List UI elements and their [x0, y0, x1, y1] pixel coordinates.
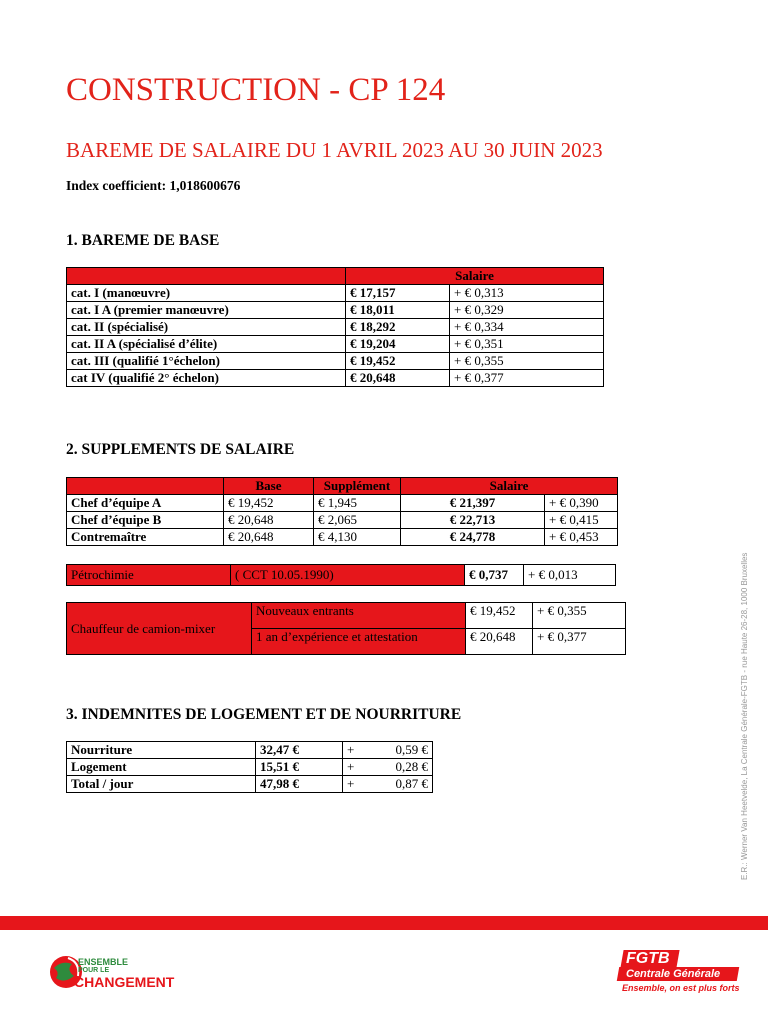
petro-plus: + € 0,013 — [524, 565, 616, 586]
ensemble-changement-logo — [48, 948, 188, 996]
publisher-text: E.R.: Werner Van Heetvelde, La Centrale Générale-FGTB - rue Haute 26-28, 1000 Bruxelles — [740, 552, 749, 880]
base-wage-table — [66, 267, 604, 387]
chauffeur-desc: Nouveaux entrants — [252, 603, 466, 629]
section-1-heading: 1. BAREME DE BASE — [66, 232, 220, 249]
row-label: cat. I (manœuvre) — [67, 285, 346, 302]
row-value: € 20,648 — [346, 370, 450, 387]
row-label: Nourriture — [67, 742, 256, 759]
petro-value: € 0,737 — [465, 565, 524, 586]
page-subtitle: BAREME DE SALAIRE DU 1 AVRIL 2023 AU 30 JUIN 2023 — [66, 138, 603, 162]
row-label: cat. III (qualifié 1°échelon) — [67, 353, 346, 370]
indemnities-table — [66, 741, 433, 793]
row-plus-sign: + — [343, 742, 370, 759]
row-plus: + € 0,355 — [450, 353, 604, 370]
row-supplement: € 1,945 — [314, 495, 401, 512]
row-salaire: € 21,397 — [401, 495, 545, 512]
chauffeur-desc: 1 an d’expérience et attestation — [252, 629, 466, 655]
header-base: Base — [224, 478, 314, 495]
row-value: 15,51 € — [256, 759, 343, 776]
row-label: Chef d’équipe A — [67, 495, 224, 512]
supplements-table — [66, 477, 618, 546]
row-plus: + € 0,415 — [545, 512, 618, 529]
petro-label: Pétrochimie — [67, 565, 231, 586]
row-plus-value: 0,87 € — [369, 776, 433, 793]
row-plus: + € 0,351 — [450, 336, 604, 353]
table-row — [67, 759, 433, 776]
row-label: cat. II (spécialisé) — [67, 319, 346, 336]
petro-cct: ( CCT 10.05.1990) — [231, 565, 465, 586]
row-base: € 19,452 — [224, 495, 314, 512]
row-plus-value: 0,28 € — [369, 759, 433, 776]
row-plus-sign: + — [343, 776, 370, 793]
fgtb-title: FGTB — [626, 950, 670, 967]
row-plus: + € 0,329 — [450, 302, 604, 319]
row-plus: + € 0,453 — [545, 529, 618, 546]
row-supplement: € 2,065 — [314, 512, 401, 529]
row-base: € 20,648 — [224, 529, 314, 546]
row-salaire: € 22,713 — [401, 512, 545, 529]
table-row — [67, 603, 626, 629]
row-value: 47,98 € — [256, 776, 343, 793]
chauffeur-plus: + € 0,355 — [533, 603, 626, 629]
table-row — [67, 529, 618, 546]
table-row — [67, 512, 618, 529]
footer-red-bar — [0, 916, 768, 930]
logo-left-line1: ENSEMBLE — [78, 957, 129, 967]
section-3-heading: 3. INDEMNITES DE LOGEMENT ET DE NOURRITURE — [66, 706, 462, 723]
row-plus-sign: + — [343, 759, 370, 776]
header-salaire: Salaire — [401, 478, 618, 495]
row-label: cat. I A (premier manœuvre) — [67, 302, 346, 319]
table-row — [67, 285, 604, 302]
chauffeur-plus: + € 0,377 — [533, 629, 626, 655]
publisher-side-text — [740, 552, 754, 880]
table-row — [67, 319, 604, 336]
row-value: 32,47 € — [256, 742, 343, 759]
index-coefficient: Index coefficient: 1,018600676 — [66, 178, 241, 193]
chauffeur-value: € 20,648 — [466, 629, 533, 655]
header-empty — [67, 268, 346, 285]
table-row — [67, 776, 433, 793]
header-empty — [67, 478, 224, 495]
section-2-heading: 2. SUPPLEMENTS DE SALAIRE — [66, 441, 295, 458]
row-value: € 18,292 — [346, 319, 450, 336]
row-label: Logement — [67, 759, 256, 776]
row-label: cat IV (qualifié 2° échelon) — [67, 370, 346, 387]
row-value: € 19,204 — [346, 336, 450, 353]
fgtb-subtitle: Centrale Générale — [626, 968, 721, 980]
row-value: € 19,452 — [346, 353, 450, 370]
row-plus-value: 0,59 € — [369, 742, 433, 759]
fgtb-slogan: Ensemble, on est plus forts — [622, 983, 740, 993]
page-title: CONSTRUCTION - CP 124 — [66, 72, 446, 108]
table-header — [67, 268, 604, 285]
table-row — [67, 742, 433, 759]
row-label: Chef d’équipe B — [67, 512, 224, 529]
header-supplement: Supplément — [314, 478, 401, 495]
row-plus: + € 0,313 — [450, 285, 604, 302]
row-base: € 20,648 — [224, 512, 314, 529]
table-row — [67, 565, 616, 586]
table-row — [67, 370, 604, 387]
table-row — [67, 495, 618, 512]
logo-left-line2: POUR LE — [78, 967, 110, 974]
table-row — [67, 353, 604, 370]
row-value: € 17,157 — [346, 285, 450, 302]
row-plus: + € 0,334 — [450, 319, 604, 336]
table-row — [67, 336, 604, 353]
row-plus: + € 0,377 — [450, 370, 604, 387]
row-label: Total / jour — [67, 776, 256, 793]
row-plus: + € 0,390 — [545, 495, 618, 512]
table-row — [67, 302, 604, 319]
row-salaire: € 24,778 — [401, 529, 545, 546]
row-label: Contremaître — [67, 529, 224, 546]
chauffeur-label: Chauffeur de camion-mixer — [67, 603, 252, 655]
petrochimie-table — [66, 564, 616, 586]
row-label: cat. II A (spécialisé d’élite) — [67, 336, 346, 353]
header-salaire: Salaire — [346, 268, 604, 285]
row-value: € 18,011 — [346, 302, 450, 319]
chauffeur-value: € 19,452 — [466, 603, 533, 629]
table-header — [67, 478, 618, 495]
chauffeur-table — [66, 602, 626, 655]
logo-left-line3: CHANGEMENT — [74, 974, 175, 990]
row-supplement: € 4,130 — [314, 529, 401, 546]
fgtb-logo — [618, 950, 748, 996]
